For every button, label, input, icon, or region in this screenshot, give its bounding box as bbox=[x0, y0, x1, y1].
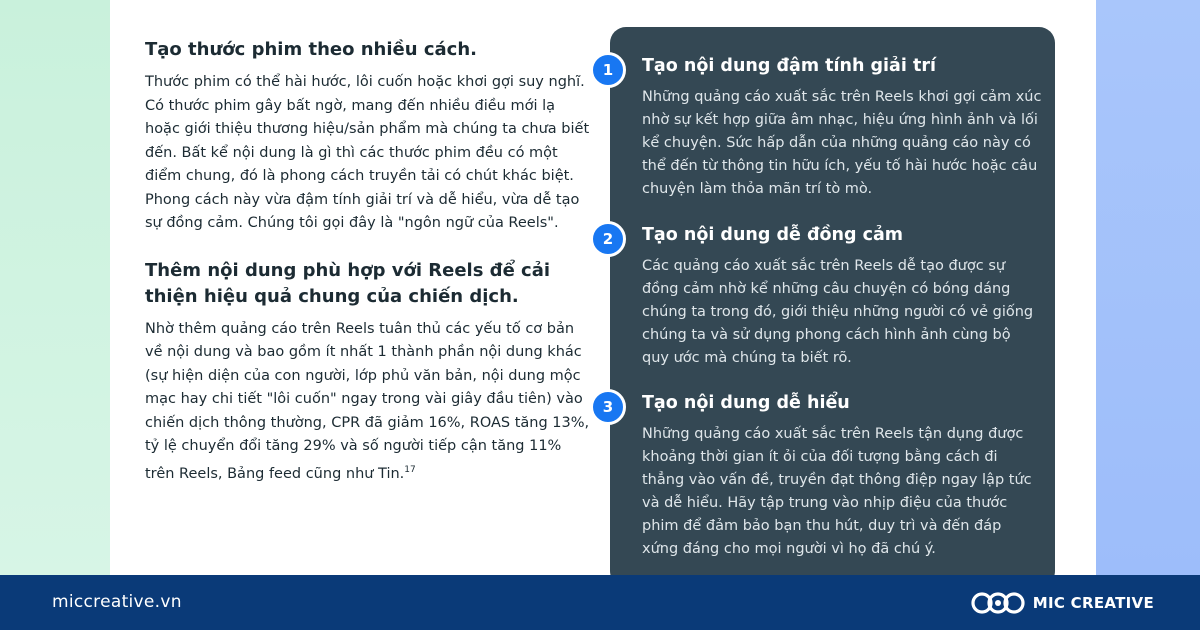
footer-bar bbox=[0, 575, 1200, 630]
footnote-marker: 17 bbox=[404, 464, 416, 475]
section2-body bbox=[145, 318, 590, 486]
tip-body-1: Những quảng cáo xuất sắc trên Reels khơi gợi cảm xúc nhờ sự kết hợp giữa âm nhạc, hiệu ứng hình ảnh và lối kể chuyện. Sức hấp dẫn của những quảng cáo này có thể đến từ thông tin hữu ích, yếu tố hài hước hoặc câu chuyện làm thỏa mãn trí tò mò. bbox=[642, 89, 1042, 197]
section1-heading: Tạo thước phim theo nhiều cách. bbox=[145, 39, 477, 60]
brand-logo bbox=[971, 589, 1154, 617]
tip-body-3: Những quảng cáo xuất sắc trên Reels tận dụng được khoảng thời gian ít ỏi của đối tượng bằng cách đi thẳng vào vấn đề, truyền đạt thông điệp ngay lập tức và dễ hiểu. Hãy tập trung vào nhịp điệu của thước phim để đảm bảo bạn thu hút, duy trì và đến đáp xứng đáng cho mọi người vì họ đã chú ý. bbox=[642, 426, 1032, 557]
brand-name: MIC CREATIVE bbox=[1032, 594, 1154, 612]
tips-panel bbox=[602, 27, 1055, 575]
mic-logo-icon bbox=[971, 589, 1025, 617]
website-link[interactable]: miccreative.vn bbox=[52, 592, 182, 612]
tip-title-3: Tạo nội dung dễ hiểu bbox=[642, 393, 850, 413]
document-page bbox=[110, 0, 1096, 575]
number-badge-2: 2 bbox=[590, 221, 626, 257]
right-gradient-band bbox=[1096, 0, 1200, 575]
section2-body-text: Nhờ thêm quảng cáo trên Reels tuân thủ các yếu tố cơ bản về nội dung và bao gồm ít nhất 1 thành phần nội dung khác (sự hiện diện của con người, lớp phủ văn bản, nội dung mộc mạc hay chi tiết "lôi cuốn" ngay trong vài giây đầu tiên) vào chiến dịch thông thường, CPR đã giảm 16%, ROAS tăng 13%, tỷ lệ chuyển đổi tăng 29% và số người tiếp cận tăng 11% trên Reels, Bảng feed cũng như Tin. bbox=[145, 320, 590, 482]
section1-body: Thước phim có thể hài hước, lôi cuốn hoặc khơi gợi suy nghĩ. Có thước phim gây bất ngờ, mang đến nhiều điều mới lạ hoặc giới thiệu thương hiệu/sản phẩm mà chúng ta chưa biết đến. Bất kể nội dung là gì thì các thước phim đều có một điểm chung, đó là phong cách truyền tải có chút khác biệt. Phong cách này vừa đậm tính giải trí và dễ hiểu, vừa dễ tạo sự đồng cảm. Chúng tôi gọi đây là "ngôn ngữ của Reels". bbox=[145, 74, 590, 231]
left-column bbox=[145, 37, 590, 486]
left-gradient-band bbox=[0, 0, 110, 575]
tip-title-2: Tạo nội dung dễ đồng cảm bbox=[642, 225, 904, 245]
tip-title-1: Tạo nội dung đậm tính giải trí bbox=[642, 56, 936, 76]
tip-body-2: Các quảng cáo xuất sắc trên Reels dễ tạo được sự đồng cảm nhờ kể những câu chuyện có bóng dáng chúng ta trong đó, giới thiệu những người có vẻ giống chúng ta và sử dụng phong cách hình ảnh cùng bộ quy ước mà chúng ta biết rõ. bbox=[642, 258, 1034, 366]
section2-heading: Thêm nội dung phù hợp với Reels để cải thiện hiệu quả chung của chiến dịch. bbox=[145, 259, 551, 307]
number-badge-3: 3 bbox=[590, 389, 626, 425]
number-badge-1: 1 bbox=[590, 52, 626, 88]
